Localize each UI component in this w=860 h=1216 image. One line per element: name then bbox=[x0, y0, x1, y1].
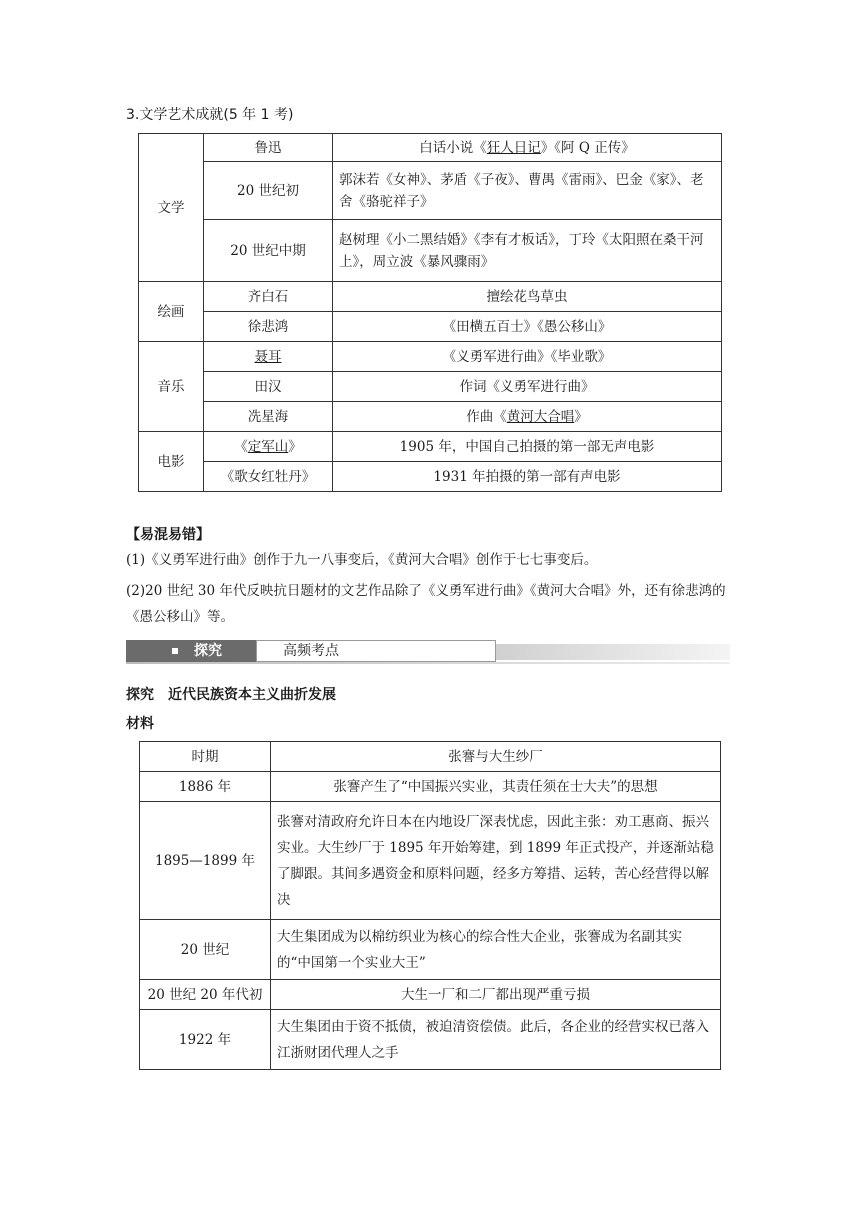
underlined-text: 狂人日记 bbox=[486, 139, 541, 156]
table-cell: 白话小说《狂人日记》《阿 Q 正传》 bbox=[333, 134, 722, 162]
table-cell: 《田横五百士》《愚公移山》 bbox=[333, 312, 722, 342]
category-painting: 绘画 bbox=[139, 282, 204, 342]
table-cell: 《定军山》 bbox=[204, 432, 333, 462]
table-cell: 20 世纪 bbox=[140, 920, 271, 980]
table-row bbox=[140, 802, 721, 920]
banner-dark-tab bbox=[126, 640, 256, 662]
table-cell: 《义勇军进行曲》《毕业歌》 bbox=[333, 342, 722, 372]
table-cell: 冼星海 bbox=[204, 402, 333, 432]
banner-dark-label: 探究 bbox=[194, 643, 222, 659]
section-banner bbox=[126, 640, 730, 664]
material-label: 材料 bbox=[126, 716, 154, 732]
table-cell: 1905 年，中国自己拍摄的第一部无声电影 bbox=[333, 432, 722, 462]
table-cell: 1922 年 bbox=[140, 1010, 271, 1070]
confusion-item: (2)20 世纪 30 年代反映抗日题材的文艺作品除了《义勇军进行曲》《黄河大合唱》外，还有徐悲鸿的《愚公移山》等。 bbox=[126, 583, 726, 625]
table-cell: 作曲《黄河大合唱》 bbox=[333, 402, 722, 432]
banner-light-tab bbox=[256, 640, 496, 662]
table-row bbox=[140, 980, 721, 1010]
table-cell: 大生集团成为以棉纺织业为核心的综合性大企业，张謇成为名副其实的“中国第一个实业大王” bbox=[271, 920, 721, 980]
table-row bbox=[140, 920, 721, 980]
table-cell: 大生一厂和二厂都出现严重亏损 bbox=[271, 980, 721, 1010]
table-cell: 大生集团由于资不抵债，被迫清资偿债。此后，各企业的经营实权已落入江浙财团代理人之手 bbox=[271, 1010, 721, 1070]
confusion-title: 【易混易错】 bbox=[126, 527, 210, 543]
table-cell: 作词《义勇军进行曲》 bbox=[333, 372, 722, 402]
table-cell: 20 世纪 20 年代初 bbox=[140, 980, 271, 1010]
table-cell: 赵树理《小二黑结婚》《李有才板话》，丁玲《太阳照在桑干河上》，周立波《暴风骤雨》 bbox=[333, 220, 722, 282]
confusion-item: (1)《义勇军进行曲》创作于九一八事变后，《黄河大合唱》创作于七七事变后。 bbox=[126, 552, 598, 568]
table-cell: 齐白石 bbox=[204, 282, 333, 312]
table-cell bbox=[204, 342, 333, 372]
material-table bbox=[139, 741, 721, 1070]
table-cell: 郭沫若《女神》、茅盾《子夜》、曹禺《雷雨》、巴金《家》、老舍《骆驼祥子》 bbox=[333, 162, 722, 220]
underlined-text: 黄河大合唱 bbox=[506, 408, 575, 425]
table-cell: 田汉 bbox=[204, 372, 333, 402]
table-cell: 20 世纪初 bbox=[204, 162, 333, 220]
arts-achievements-table bbox=[138, 133, 722, 492]
square-bullet-icon bbox=[172, 648, 178, 654]
table-cell: 1886 年 bbox=[140, 772, 271, 802]
table-cell: 1931 年拍摄的第一部有声电影 bbox=[333, 462, 722, 492]
table-cell: 《歌女红牡丹》 bbox=[204, 462, 333, 492]
table-cell: 张謇产生了“中国振兴实业，其责任须在士大夫”的思想 bbox=[271, 772, 721, 802]
table-cell: 徐悲鸿 bbox=[204, 312, 333, 342]
table-row bbox=[140, 1010, 721, 1070]
banner-light-label: 高频考点 bbox=[283, 643, 339, 659]
table-header: 时期 bbox=[140, 742, 271, 772]
category-music: 音乐 bbox=[139, 342, 204, 432]
table-cell: 1895—1899 年 bbox=[140, 802, 271, 920]
banner-fade bbox=[496, 644, 730, 660]
table-cell: 张謇对清政府允许日本在内地设厂深表忧虑，因此主张：劝工惠商、振兴实业。大生纱厂于 1895 年开始筹建，到 1899 年正式投产，并逐渐站稳了脚跟。其间多遇资金和原料问题，经多方筹措、运转，苦心经营得以解决 bbox=[271, 802, 721, 920]
category-literature: 文学 bbox=[139, 134, 204, 282]
table-cell: 20 世纪中期 bbox=[204, 220, 333, 282]
table-cell: 擅绘花鸟草虫 bbox=[333, 282, 722, 312]
category-film: 电影 bbox=[139, 432, 204, 492]
underlined-text: 聂耳 bbox=[254, 348, 282, 365]
section-title: 3.文学艺术成就(5 年 1 考) bbox=[126, 107, 294, 123]
table-cell: 鲁迅 bbox=[204, 134, 333, 162]
underlined-text: 定军山 bbox=[247, 438, 289, 455]
table-row bbox=[140, 772, 721, 802]
table-header: 张謇与大生纱厂 bbox=[271, 742, 721, 772]
explore-title: 探究 近代民族资本主义曲折发展 bbox=[126, 687, 336, 703]
banner-underline bbox=[126, 662, 730, 664]
